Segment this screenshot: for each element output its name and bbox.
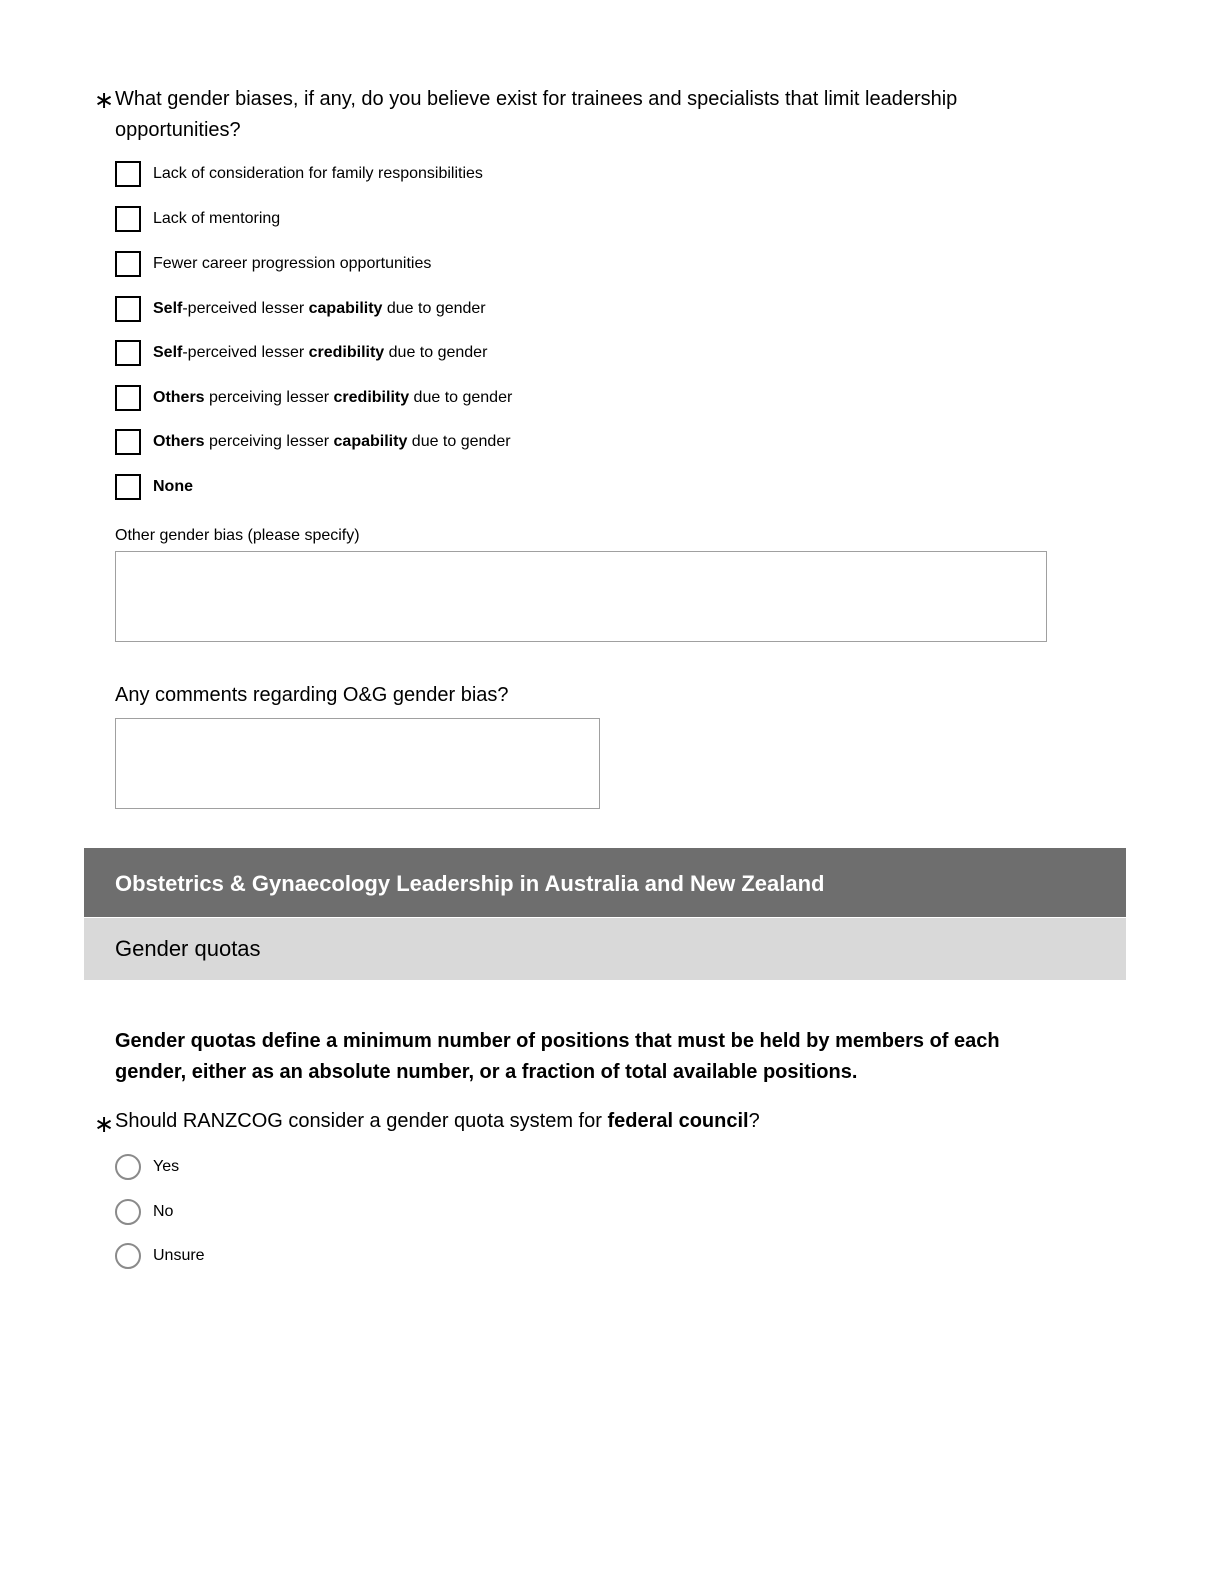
radio-button[interactable] — [115, 1243, 141, 1269]
definition-text: define a minimum number of positions that must be held by members of each gender, either as an absolute number, or a fraction of total available positions. — [115, 1030, 1000, 1083]
label-part: Lack of consideration for family responsibilities — [153, 165, 483, 182]
checkbox-label — [153, 343, 487, 363]
section-title: Obstetrics & Gynaecology Leadership in Australia and New Zealand — [115, 871, 825, 896]
label-part: perceiving lesser — [204, 433, 334, 450]
label-part: due to gender — [409, 389, 513, 406]
radio-option-yes[interactable] — [115, 1154, 179, 1180]
radio-button[interactable] — [115, 1199, 141, 1225]
checkbox-label — [153, 299, 486, 319]
checkbox[interactable] — [115, 385, 141, 411]
checkbox-option[interactable] — [115, 296, 486, 322]
label-part: due to gender — [407, 433, 511, 450]
question-gender-quota — [115, 1106, 1015, 1137]
label-part: -perceived lesser — [182, 300, 309, 317]
gender-quota-definition — [115, 1026, 1055, 1088]
label-part: Others — [153, 389, 205, 406]
required-marker: ∗ — [94, 87, 115, 114]
checkbox-label — [153, 254, 431, 274]
radio-label: Yes — [153, 1158, 180, 1175]
radio-option-no[interactable] — [115, 1199, 173, 1225]
comments-input[interactable] — [115, 718, 600, 809]
checkbox[interactable] — [115, 251, 141, 277]
checkbox-option[interactable] — [115, 474, 193, 500]
label-part: None — [153, 478, 193, 495]
checkbox-label — [153, 164, 483, 184]
checkbox-label — [153, 432, 511, 452]
definition-lead: Gender quotas — [115, 1030, 257, 1052]
label-part: capability — [308, 300, 383, 317]
label-part: credibility — [308, 344, 385, 361]
label-part: Others — [153, 433, 205, 450]
label-part: Self — [153, 300, 183, 317]
question-text-bold: federal council — [607, 1110, 749, 1132]
subsection-header — [84, 918, 1126, 980]
checkbox[interactable] — [115, 206, 141, 232]
checkbox-option[interactable] — [115, 429, 511, 455]
subsection-title: Gender quotas — [115, 936, 261, 961]
label-part: perceiving lesser — [204, 389, 334, 406]
radio-option-unsure[interactable] — [115, 1243, 205, 1269]
checkbox[interactable] — [115, 340, 141, 366]
other-bias-input[interactable] — [115, 551, 1047, 642]
checkbox-option[interactable] — [115, 206, 280, 232]
label-part: credibility — [333, 389, 410, 406]
checkbox[interactable] — [115, 161, 141, 187]
required-marker: ∗ — [94, 1111, 115, 1138]
section-header — [84, 848, 1126, 917]
radio-label: No — [153, 1203, 174, 1220]
question-text-before: Should RANZCOG consider a gender quota system for — [115, 1110, 608, 1132]
label-part: capability — [333, 433, 408, 450]
checkbox-option[interactable] — [115, 340, 487, 366]
radio-button[interactable] — [115, 1154, 141, 1180]
checkbox[interactable] — [115, 296, 141, 322]
label-part: Lack of mentoring — [153, 210, 281, 227]
label-part: Self — [153, 344, 183, 361]
checkbox-option[interactable] — [115, 251, 431, 277]
checkbox-label — [153, 209, 280, 229]
checkbox-label — [153, 477, 193, 497]
question-text-after: ? — [748, 1110, 760, 1132]
label-part: due to gender — [382, 300, 486, 317]
checkbox-option[interactable] — [115, 385, 512, 411]
label-part: Fewer career progression opportunities — [153, 255, 432, 272]
checkbox-option[interactable] — [115, 161, 483, 187]
comments-label: Any comments regarding O&G gender bias? — [115, 684, 509, 706]
label-part: due to gender — [384, 344, 488, 361]
checkbox-label — [153, 388, 512, 408]
radio-label: Unsure — [153, 1247, 205, 1264]
label-part: -perceived lesser — [182, 344, 309, 361]
question-gender-biases: What gender biases, if any, do you believe exist for trainees and specialists that limit leadership opportunities? — [115, 88, 958, 141]
other-bias-label: Other gender bias (please specify) — [115, 527, 360, 544]
checkbox[interactable] — [115, 429, 141, 455]
checkbox[interactable] — [115, 474, 141, 500]
